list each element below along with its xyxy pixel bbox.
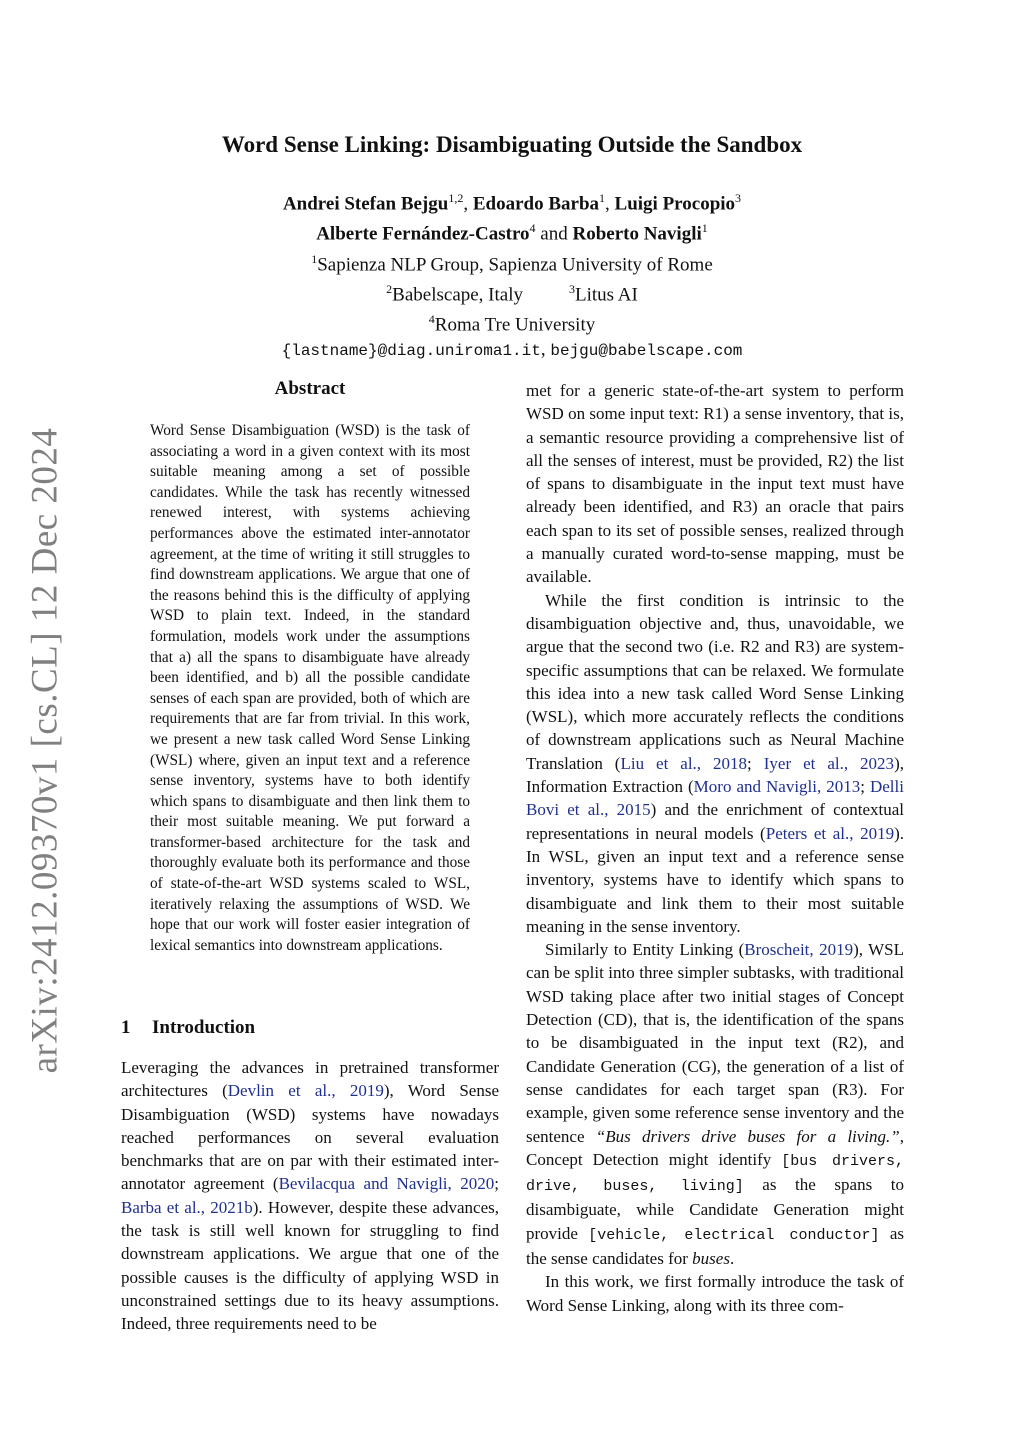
author-name: Edoardo Barba: [472, 193, 600, 215]
author-name: Roberto Navigli: [572, 223, 702, 245]
text-run: ). However, despite these advances, the task is still well known for struggling to find downstream applications. We argue that one of the possible causes is the difficulty of applying WSD in unconstrained settings due to its heavy assumptions. Indeed, three requirements need to be: [121, 1197, 499, 1334]
arxiv-identifier: arXiv:2412.09370v1 [cs.CL] 12 Dec 2024: [24, 427, 66, 1073]
affiliation-sup: 2: [386, 281, 393, 296]
author-sup: 1: [701, 221, 708, 236]
author-sup: 1,2: [448, 191, 464, 205]
author-line-2: [0, 216, 1024, 246]
abstract-heading: Abstract: [274, 378, 346, 399]
citation-link[interactable]: Moro and Navigli, 2013: [693, 777, 861, 797]
author-block: [0, 186, 1024, 363]
affiliation-sup: 3: [569, 281, 576, 296]
citation-link[interactable]: Bevilacqua and Navigli, 2020: [278, 1174, 495, 1194]
author-sup: 1: [599, 191, 606, 205]
affiliation-text: Babelscape, Italy: [392, 284, 524, 306]
author-conjunction: and: [540, 223, 568, 245]
citation-link[interactable]: Broscheit, 2019: [744, 940, 854, 960]
text-run: ), Information Extraction (: [526, 753, 904, 797]
affiliation-text: Sapienza NLP Group, Sapienza University of Rome: [317, 253, 713, 275]
citation-link[interactable]: Liu et al., 2018: [620, 753, 748, 773]
text-run: ), WSL can be split into three simpler subtasks, with traditional WSD taking place after two initial stages of Concept Detection (CD), that is, the identification of the spans to be disambiguated in the input text (R2), and Candidate Generation (CG), the generation of a list of sense candidates for each target span (R3). For example, given some reference sense inventory and the sentence: [526, 940, 904, 1146]
intro-column: [121, 1056, 499, 1336]
citation-link[interactable]: Peters et al., 2019: [765, 823, 895, 843]
email-address[interactable]: bejgu@babelscape.com: [550, 341, 743, 360]
affiliation-sup: 4: [428, 312, 435, 327]
paragraph: met for a generic state-of-the-art system to perform WSD on some input text: R1) a sense inventory, that is, a semantic resource providing a comprehensive list of all the senses of interest, must be provided, R2) the list of spans to disambiguate in the input text must have already been identified, and R3) an oracle that pairs each span to its set of possible senses, realized through a manually curated word-to-sense mapping, must be available.: [526, 381, 904, 587]
text-run: , Concept Detection might identify: [526, 1126, 904, 1169]
affiliation-4: [0, 307, 1024, 337]
text-run: While the first condition is intrinsic to the disambiguation objective and, thus, unavoidable, we argue that the second two (i.e. R2 and R3) are system-specific assumptions that can be relaxed. We formulate this idea into a new task called Word Sense Linking (WSL), which more accurately reflects the conditions of downstream applications such as Neural Machine Translation (: [526, 590, 904, 773]
author-line-1: Andrei Stefan Bejgu$^{1,2}$, Edoardo Barba$^1$, Luigi Procopio$^3$: [282, 191, 742, 215]
text-run: ) and the enrichment of contextual representations in neural models (: [526, 800, 904, 843]
email-separator: ,: [540, 338, 546, 360]
author-name: Alberte Fernández-Castro: [316, 223, 530, 245]
text-run: .: [729, 1248, 735, 1268]
paragraph: [121, 1056, 499, 1336]
section-title: Introduction: [152, 1017, 256, 1038]
citation-link[interactable]: Iyer et al., 2023: [763, 753, 895, 773]
text-run: ;: [747, 753, 764, 773]
text-run: Leveraging the advances in pretrained transformer architectures (: [121, 1058, 499, 1101]
author-name: Andrei Stefan Bejgu: [282, 193, 449, 215]
code-span: [bus drivers, drive, buses, living]: [526, 1152, 904, 1196]
author-sup: 4: [529, 221, 536, 236]
paragraph: [526, 938, 904, 1270]
text-run: ). In WSL, given an input text and a reference sense inventory, systems have to identify which spans to disambiguate and link them to their most suitable meaning in the sense inventory.: [526, 823, 904, 936]
affiliation-1: [0, 247, 1024, 277]
example-sentence: “Bus drivers drive buses for a living.”: [595, 1126, 900, 1146]
text-run: as the spans to disambiguate, while Candidate Generation might provide: [526, 1175, 905, 1243]
affiliation-sup: 1: [311, 251, 318, 266]
section-number: 1: [121, 1017, 131, 1038]
code-span: [vehicle, electrical conductor]: [588, 1226, 880, 1244]
section-heading-introduction: [121, 1017, 255, 1039]
abstract-text: Word Sense Disambiguation (WSD) is the task of associating a word in a given context with its most suitable meaning among a set of possible candidates. While the task has recently witnessed renewed interest, with systems achieving performances above the estimated inter-annotator agreement, at the time of writing it still struggles to find downstream applications. We argue that one of the reasons behind this is the difficulty of applying WSD to plain text. Indeed, in the standard formulation, models work under the assumptions that a) all the spans to disambiguate have already been identified, and b) all the possible candidate senses of each span are provided, both of which are requirements that are far from trivial. In this work, we present a new task called Word Sense Linking (WSL) where, given an input text and a reference sense inventory, systems have to both identify which spans to disambiguate and then link them to their most suitable meaning. We put forward a transformer-based architecture for the task and thoroughly evaluate both its performance and those of state-of-the-art WSD systems scaled to WSL, iteratively relaxing the assumptions of WSD. We hope that our work will foster easier integration of lexical semantics into downstream applications.: [150, 422, 470, 954]
author-sup: 3: [735, 191, 742, 205]
text-run: ;: [860, 777, 870, 797]
paper-title: Word Sense Linking: Disambiguating Outside the Sandbox: [221, 132, 803, 157]
citation-link[interactable]: Barba et al., 2021b: [121, 1197, 253, 1217]
text-run: ), Word Sense Disambiguation (WSD) systems have nowadays reached performances on several evaluation benchmarks that are on par with their estimated inter-annotator agreement (: [121, 1081, 499, 1194]
citation-link[interactable]: Devlin et al., 2019: [227, 1081, 384, 1101]
citation-link[interactable]: Delli Bovi et al., 2015: [526, 777, 904, 820]
text-run: ;: [494, 1174, 499, 1194]
text-run: Similarly to Entity Linking (: [545, 940, 745, 960]
emphasis: buses: [692, 1248, 730, 1268]
paragraph: In this work, we first formally introduce the task of Word Sense Linking, along with its three com-: [526, 1272, 904, 1315]
arxiv-sidebar: [14, 420, 76, 1080]
email-line: [0, 338, 1024, 363]
affiliation-text: Litus AI: [575, 284, 638, 306]
paragraph: [526, 589, 904, 938]
affiliation-2-3: [0, 277, 1024, 307]
email-address[interactable]: {lastname}@diag.uniroma1.it: [281, 341, 541, 360]
text-run: as the sense candidates for: [526, 1223, 904, 1268]
affiliation-text: Roma Tre University: [434, 314, 596, 336]
right-column: [526, 379, 904, 1317]
author-name: Luigi Procopio: [614, 193, 736, 215]
